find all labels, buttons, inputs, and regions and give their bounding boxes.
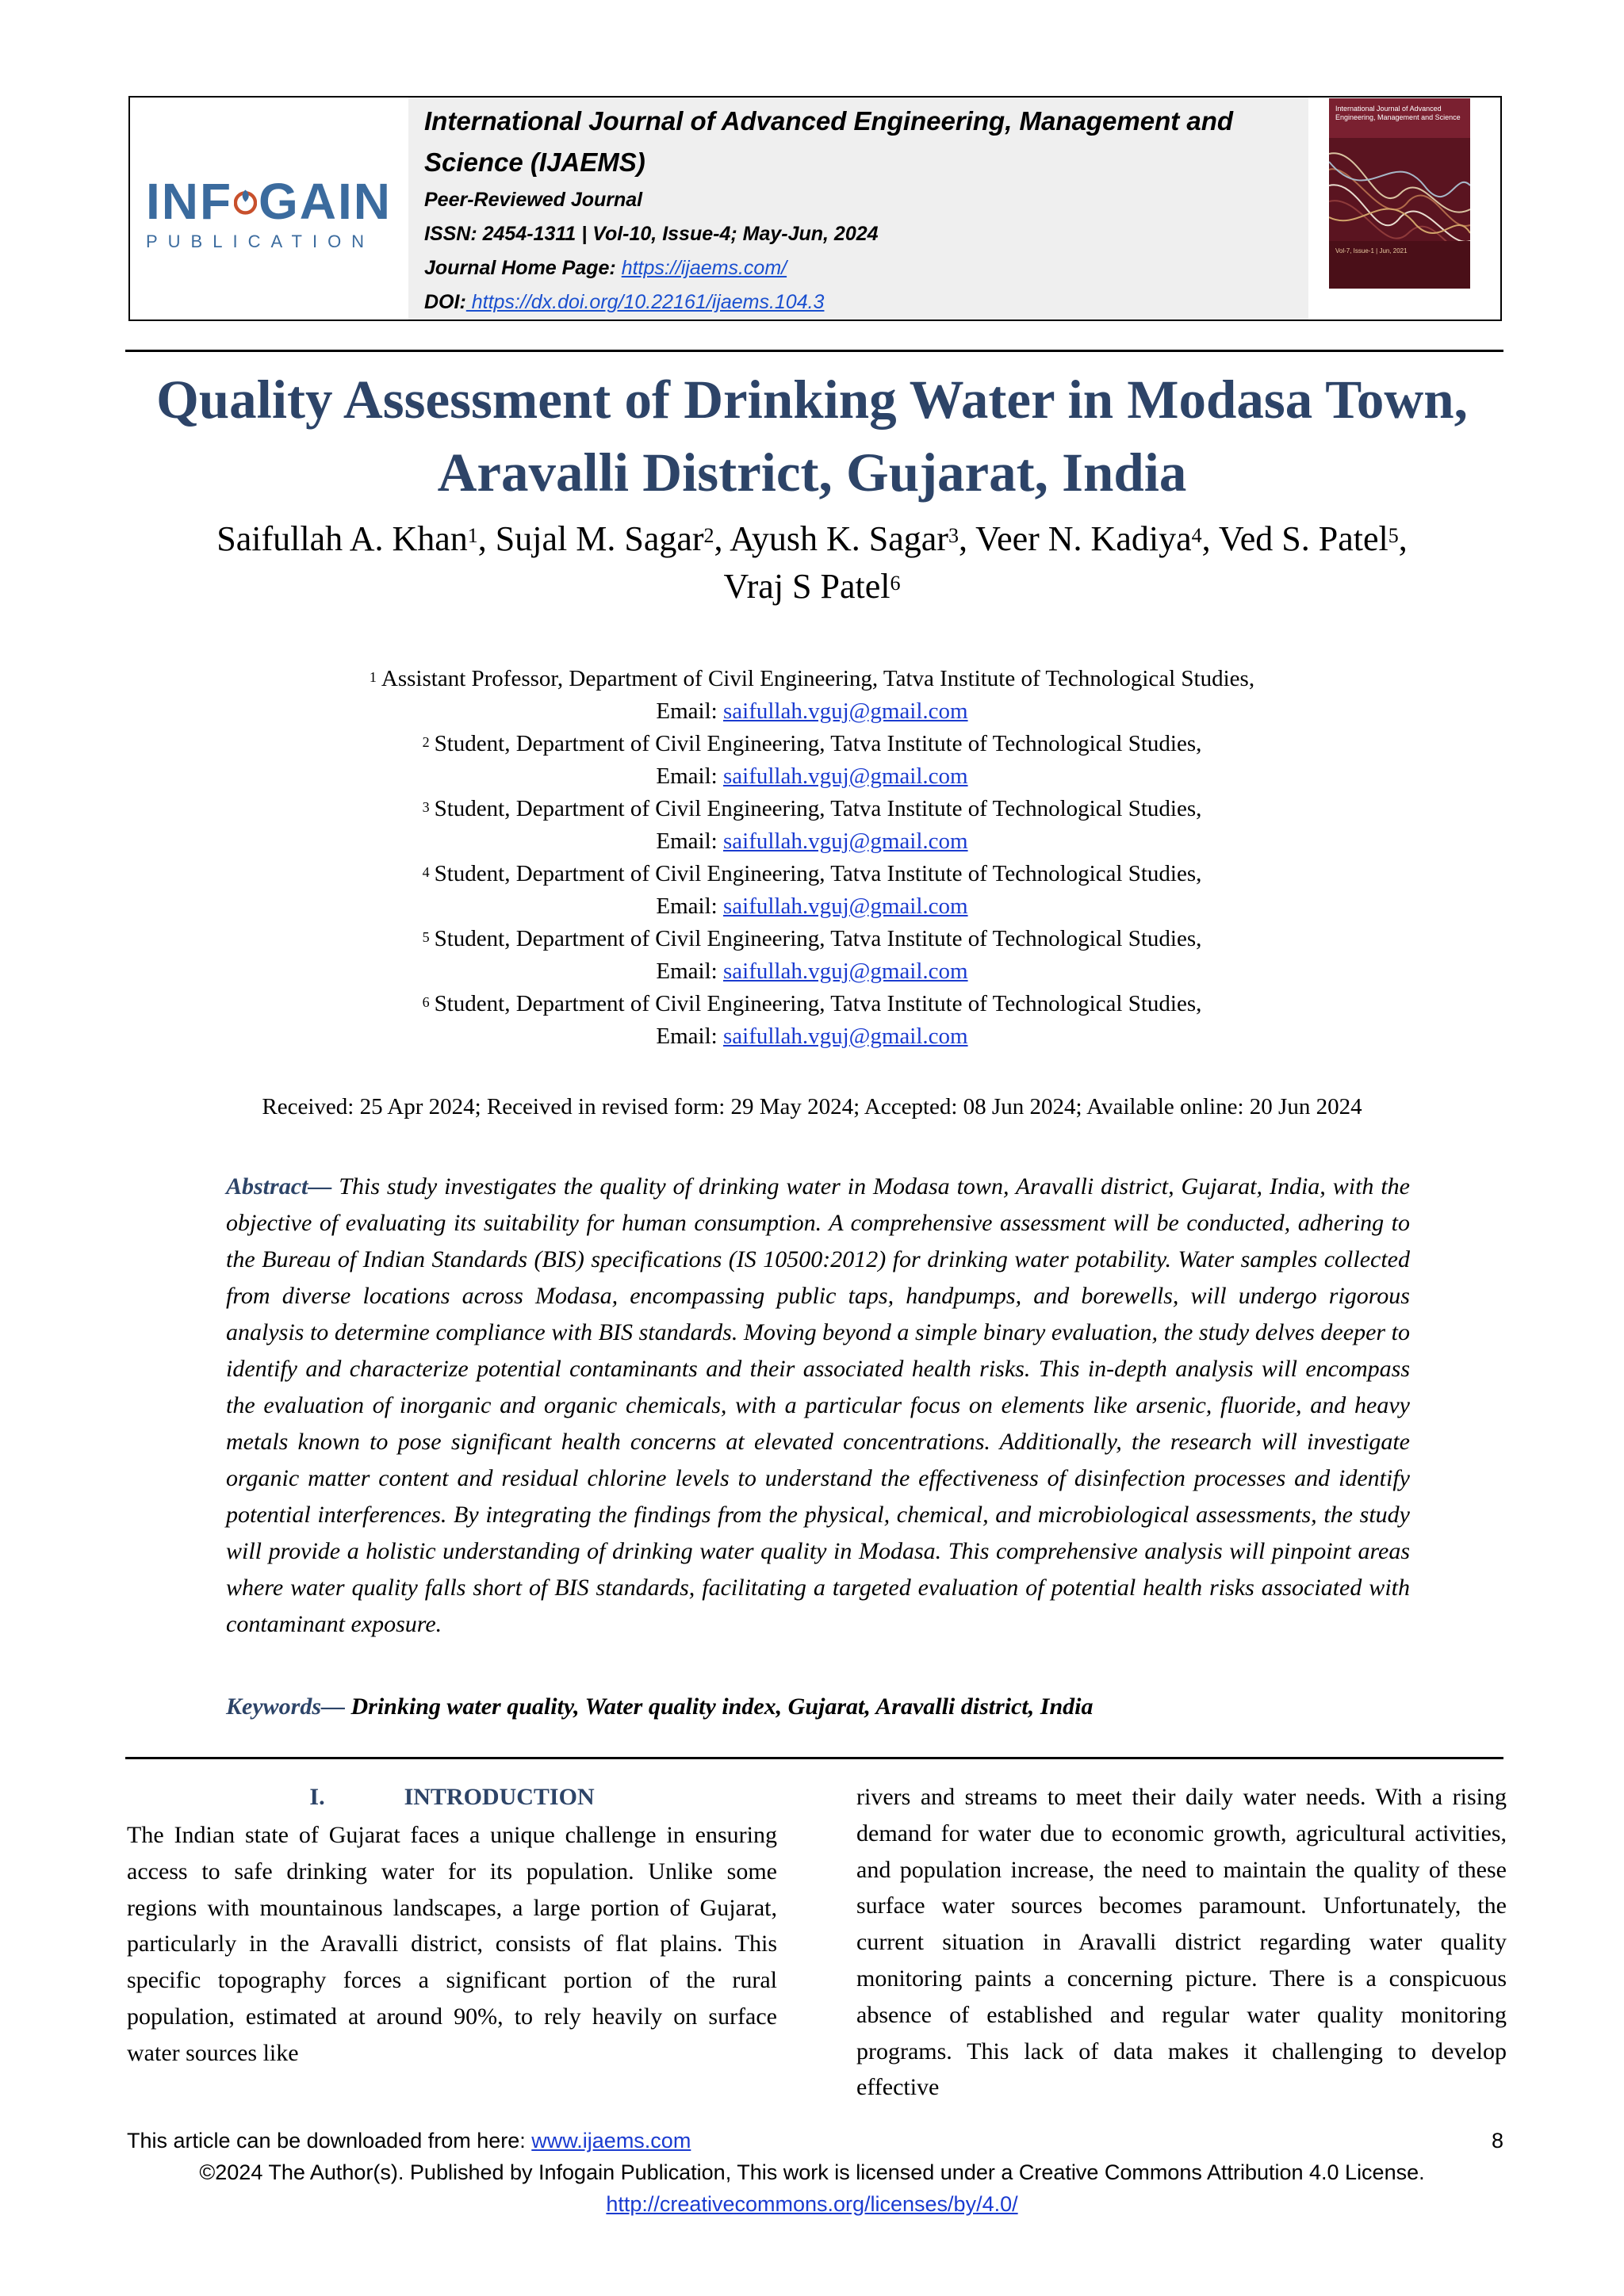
logo-wordmark-left: INF <box>146 173 233 230</box>
cover-title: International Journal of Advanced Engineering, Management and Science <box>1335 105 1461 121</box>
author-name: Saifullah A. Khan <box>216 519 468 558</box>
author-sup: 4 <box>1191 524 1202 547</box>
affiliation-text: Student, Department of Civil Engineering, Tatva Institute of Technological Studies, <box>434 926 1202 951</box>
email-label: Email: <box>656 763 723 789</box>
author-name: Veer N. Kadiya <box>975 519 1192 558</box>
affiliation-email-line <box>95 760 1529 793</box>
footer-license-url-line <box>95 2190 1529 2218</box>
doi-label: DOI: <box>424 291 466 313</box>
affiliation-item <box>95 663 1529 695</box>
keywords-text: Drinking water quality, Water quality index, Gujarat, Aravalli district, India <box>350 1693 1094 1720</box>
affiliation-sup: 3 <box>422 799 430 815</box>
email-link[interactable]: saifullah.vguj@gmail.com <box>722 763 968 789</box>
body-column-right <box>856 1779 1507 2106</box>
license-link[interactable]: http://creativecommons.org/licenses/by/4.0/ <box>606 2192 1018 2216</box>
paper-title-line1: Quality Assessment of Drinking Water in Modasa Town, <box>156 369 1468 430</box>
affiliation-text: Student, Department of Civil Engineering, Tatva Institute of Technological Studies, <box>434 731 1202 756</box>
journal-title: International Journal of Advanced Engineering, Management and Science (IJAEMS) <box>424 106 1234 177</box>
affiliation-text: Student, Department of Civil Engineering, Tatva Institute of Technological Studies, <box>434 796 1202 821</box>
affiliation-sup: 6 <box>422 994 430 1010</box>
email-label: Email: <box>656 894 723 919</box>
intro-paragraph-right: rivers and streams to meet their daily water needs. With a rising demand for water due to economic growth, agricultural activities, and population increase, the need to maintain the quality of these surface water sources becomes paramount. Unfortunately, the current situation in Aravalli district regarding water quality monitoring paints a concerning picture. There is a conspicuous absence of established and regular water quality monitoring programs. This lack of data makes it challenging to develop effective <box>856 1784 1507 2101</box>
logo-subtitle: PUBLICATION <box>146 232 375 251</box>
paper-title <box>95 363 1529 509</box>
email-link[interactable]: saifullah.vguj@gmail.com <box>722 698 968 724</box>
affiliation-sup: 4 <box>422 864 430 880</box>
section-title: INTRODUCTION <box>404 1784 595 1810</box>
email-label: Email: <box>656 959 723 984</box>
author-name: Sujal M. Sagar <box>495 519 704 558</box>
author-sup: 3 <box>948 524 959 547</box>
email-link[interactable]: saifullah.vguj@gmail.com <box>722 894 968 919</box>
affiliation-sup: 2 <box>422 734 430 750</box>
journal-cover-image <box>1329 98 1470 289</box>
peer-reviewed-label: Peer-Reviewed Journal <box>424 189 643 211</box>
journal-info-panel <box>408 98 1308 320</box>
section-heading-introduction <box>127 1779 777 1816</box>
author-sup: 1 <box>467 524 478 547</box>
affiliation-email-line <box>95 695 1529 728</box>
affiliation-item <box>95 988 1529 1020</box>
affiliation-sup: 1 <box>369 669 377 685</box>
section-number: I. <box>309 1784 325 1810</box>
email-link[interactable]: saifullah.vguj@gmail.com <box>722 828 968 854</box>
affiliation-list <box>95 663 1529 1053</box>
issn-line: ISSN: 2454-1311 | Vol-10, Issue-4; May-Jun, 2024 <box>424 223 879 245</box>
email-link[interactable]: saifullah.vguj@gmail.com <box>722 959 968 984</box>
globe-leaf-icon <box>234 180 257 223</box>
affiliation-email-line <box>95 825 1529 858</box>
doi-link[interactable]: https://dx.doi.org/10.22161/ijaems.104.3 <box>465 291 825 313</box>
author-list: Saifullah A. Khan$^1$, Sujal M. Sagar$^2$, Ayush K. Sagar$^3$, Veer N. Kadiya$^4$, Ved S. Patel$^5$, Vraj S Patel$^6$ <box>216 519 1408 606</box>
keywords-dash: — <box>321 1693 351 1720</box>
affiliation-item <box>95 728 1529 760</box>
cover-issue: Vol-7, Issue-1 | Jun, 2021 <box>1335 247 1408 254</box>
author-sup: 2 <box>703 524 714 547</box>
publication-dates: Received: 25 Apr 2024; Received in revised form: 29 May 2024; Accepted: 08 Jun 2024; Available online: 20 Jun 2024 <box>262 1094 1362 1119</box>
author-sup: 6 <box>890 572 901 595</box>
author-name: Vraj S Patel <box>723 567 891 606</box>
journal-home-link[interactable]: https://ijaems.com/ <box>621 257 787 279</box>
keywords <box>226 1689 1410 1725</box>
footer-download-line <box>127 2126 1503 2155</box>
logo-wordmark-right: GAIN <box>259 173 392 230</box>
doi-line <box>424 285 1308 320</box>
intro-paragraph-left: The Indian state of Gujarat faces a unique challenge in ensuring access to safe drinking water for its population. Unlike some regions with mountainous landscapes, a large portion of Gujarat, particularly in the Aravalli district, consists of flat plains. This specific topography forces a significant portion of the rural population, estimated at around 90%, to rely heavily on surface water sources like <box>127 1822 777 2066</box>
affiliation-item <box>95 793 1529 825</box>
home-label: Journal Home Page: <box>424 257 616 279</box>
journal-home-line <box>424 251 1308 285</box>
affiliation-text: Student, Department of Civil Engineering, Tatva Institute of Technological Studies, <box>434 991 1202 1016</box>
email-label: Email: <box>656 698 723 724</box>
header-divider <box>125 350 1503 352</box>
paper-title-line2: Aravalli District, Gujarat, India <box>437 442 1187 503</box>
page-number: 8 <box>1491 2129 1503 2152</box>
affiliation-text: Student, Department of Civil Engineering, Tatva Institute of Technological Studies, <box>434 861 1202 886</box>
email-label: Email: <box>656 828 723 854</box>
email-link[interactable]: saifullah.vguj@gmail.com <box>722 1024 968 1049</box>
author-name: Ved S. Patel <box>1218 519 1388 558</box>
body-column-left <box>127 1779 777 2072</box>
footer-license-text: ©2024 The Author(s). Published by Infogain Publication, This work is licensed under a Creative Commons Attribution 4.0 License. <box>199 2160 1425 2184</box>
abstract-divider <box>125 1757 1503 1759</box>
author-sup: 5 <box>1388 524 1399 547</box>
download-label: This article can be downloaded from here: <box>127 2129 532 2152</box>
affiliation-text: Assistant Professor, Department of Civil Engineering, Tatva Institute of Technological Studies, <box>381 666 1255 691</box>
affiliation-item <box>95 923 1529 955</box>
affiliation-email-line <box>95 1020 1529 1053</box>
cover-artwork <box>1329 98 1470 289</box>
affiliation-email-line <box>95 955 1529 988</box>
affiliation-sup: 5 <box>422 929 430 945</box>
affiliation-email-line <box>95 890 1529 923</box>
abstract-label: Abstract <box>226 1173 308 1200</box>
abstract-text: This study investigates the quality of drinking water in Modasa town, Aravalli district, Gujarat, India, with the objective of evaluating its suitability for human consumption. A comprehensive assessment will be conducted, adhering to the Bureau of Indian Standards (BIS) specifications (IS 10500:2012) for drinking water potability. Water samples collected from diverse locations across Modasa, encompassing public taps, handpumps, and borewells, will undergo rigorous analysis to determine compliance with BIS standards. Moving beyond a simple binary evaluation, the study delves deeper to identify and characterize potential contaminants and their associated health risks. This in-depth analysis will encompass the evaluation of inorganic and organic chemicals, with a particular focus on elements like arsenic, fluoride, and heavy metals known to pose significant health concerns at elevated concentrations. Additionally, the research will investigate organic matter content and residual chlorine levels to understand the effectiveness of disinfection processes and identify potential interferences. By integrating the findings from the physical, chemical, and microbiological assessments, the study will provide a holistic understanding of drinking water quality in Modasa. This comprehensive analysis will pinpoint areas where water quality falls short of BIS standards, facilitating a targeted evaluation of potential health risks associated with contaminant exposure. <box>226 1173 1411 1637</box>
affiliation-item <box>95 858 1529 890</box>
email-label: Email: <box>656 1024 723 1049</box>
download-link[interactable]: www.ijaems.com <box>531 2129 691 2152</box>
infogain-logo <box>146 173 392 255</box>
abstract-dash: — <box>308 1173 339 1200</box>
keywords-label: Keywords <box>226 1693 321 1720</box>
abstract <box>226 1169 1410 1643</box>
author-name: Ayush K. Sagar <box>730 519 948 558</box>
